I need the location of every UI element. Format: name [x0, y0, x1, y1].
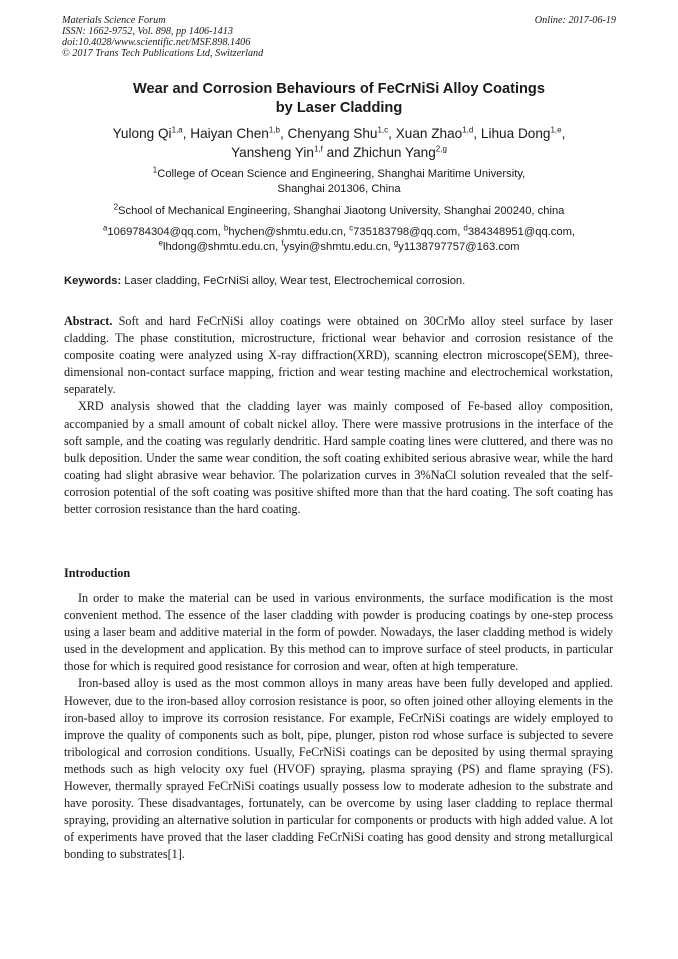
- author: Chenyang Shu$^{1,c}$,: [287, 125, 396, 141]
- affiliation-1: $^1$College of Ocean Science and Engineering, Shanghai Maritime University, Shanghai 201306, China: [152, 165, 526, 195]
- affiliation-2: $^2$School of Mechanical Engineering, Shanghai Jiaotong University, Shanghai 200240, china: [113, 202, 565, 217]
- email: $^c$735183798@qq.com,: [349, 223, 464, 238]
- section-heading-introduction: Introduction: [64, 566, 131, 580]
- author: Haiyan Chen$^{1,b}$,: [190, 125, 288, 141]
- introduction-body: [64, 590, 613, 864]
- author: Zhichun Yang$^{2,g}$: [353, 144, 447, 160]
- author: Yansheng Yin$^{1,f}$ and: [231, 144, 354, 160]
- email: $^a$1069784304@qq.com,: [102, 223, 224, 238]
- author: Lihua Dong$^{1,e}$,: [480, 125, 566, 141]
- keywords-label: Keywords:: [64, 275, 122, 287]
- abstract: [64, 313, 613, 518]
- author-list: [40, 124, 638, 162]
- journal-name: Materials Science Forum: [62, 15, 166, 26]
- abstract-paragraph-2: XRD analysis showed that the cladding layer was mainly composed of Fe-based alloy composition, accompanied by a small amount of cobalt nickel alloy. There were massive protrusions in the interface of the soft sample, and the coating was regularly dendritic. Hard sample coating lines were cluttered, and there was no bulk deposition. Under the same wear condition, the soft coating exhibited serious abrasive wear, while the hard coating had slight abrasive wear behavior. The polarization curves in 3%NaCl solution revealed that the self-corrosion potential of the soft coating was positive shifted more than that the hard coating. The soft coating has better corrosion resistance than the hard coating.: [64, 399, 613, 517]
- intro-paragraph-1: In order to make the material can be used in various environments, the surface modification is the most convenient method. The essence of the laser cladding with powder is producing coatings by one-step process using a laser beam and additive material in the form of powder. Nowadays, the laser cladding method is widely used in the development and application. By this method can to improve surface of steel products, in particular those for which is required good resistance for corrosion and wear, often at high temperature.: [64, 591, 613, 674]
- intro-paragraph-2: Iron-based alloy is used as the most common alloys in many areas have been fully developed and applied. However, due to the iron-based alloy corrosion resistance is poor, so often joined other alloying elements in the iron-based alloy to improve its corrosion resistance. For example, FeCrNiSi coatings are widely employed to improve the quality of components such as bolt, pipe, plunger, piston rod whose surface is subjected to severe tribological and corrosion conditions. Usually, FeCrNiSi coatings can be deposited by using thermal spraying methods such as high velocity oxy fuel (HVOF) spraying, plasma spraying (PS) and flame spraying (FS). However, thermally sprayed FeCrNiSi coatings usually possess low to moderate adhesion to the substrate and have porosity. These disadvantages, fortunately, can be overcome by using laser cladding to replace thermal spraying, providing an alternative solution in particular for components or products with high added value. A lot of experiments have proved that the laser cladding FeCrNiSi coating has good density and strong metallurgical bonding to substrates[1].: [64, 676, 613, 862]
- title-line-1: Wear and Corrosion Behaviours of FeCrNiSi Alloy Coatings: [133, 81, 545, 97]
- title-line-2: by Laser Cladding: [275, 100, 403, 116]
- online-date: Online: 2017-06-19: [534, 15, 616, 26]
- author: Yulong Qi$^{1,a}$,: [112, 125, 191, 141]
- email: $^b$hychen@shmtu.edu.cn,: [223, 223, 350, 238]
- copyright: © 2017 Trans Tech Publications Ltd, Switzerland: [62, 48, 264, 59]
- email: $^d$384348951@qq.com,: [463, 223, 576, 238]
- author: Xuan Zhao$^{1,d}$,: [395, 125, 481, 141]
- doi: doi:10.4028/www.scientific.net/MSF.898.1406: [62, 37, 251, 48]
- keywords: [64, 275, 614, 287]
- keywords-text: Laser cladding, FeCrNiSi alloy, Wear test, Electrochemical corrosion.: [121, 275, 466, 287]
- email-list: [40, 225, 638, 255]
- abstract-paragraph-1: Abstract. Soft and hard FeCrNiSi alloy coatings were obtained on 30CrMo alloy steel surface by laser cladding. The phase constitution, microstructure, frictional wear behavior and corrosion resistance of the composite coating were analyzed using X-ray diffraction(XRD), scanning electron microscope(SEM), three-dimensional non-contact surface mapping, friction and wear testing machine and electrochemical workstation, separately.: [64, 314, 613, 397]
- email: $^g$y1138797757@163.com: [393, 238, 520, 253]
- paper-title: [0, 80, 678, 118]
- email: $^f$ysyin@shmtu.edu.cn,: [281, 238, 394, 253]
- abstract-label: Abstract.: [64, 314, 113, 328]
- email: $^e$lhdong@shmtu.edu.cn,: [158, 238, 282, 253]
- journal-header: [62, 15, 616, 59]
- issn: ISSN: 1662-9752, Vol. 898, pp 1406-1413: [62, 26, 233, 37]
